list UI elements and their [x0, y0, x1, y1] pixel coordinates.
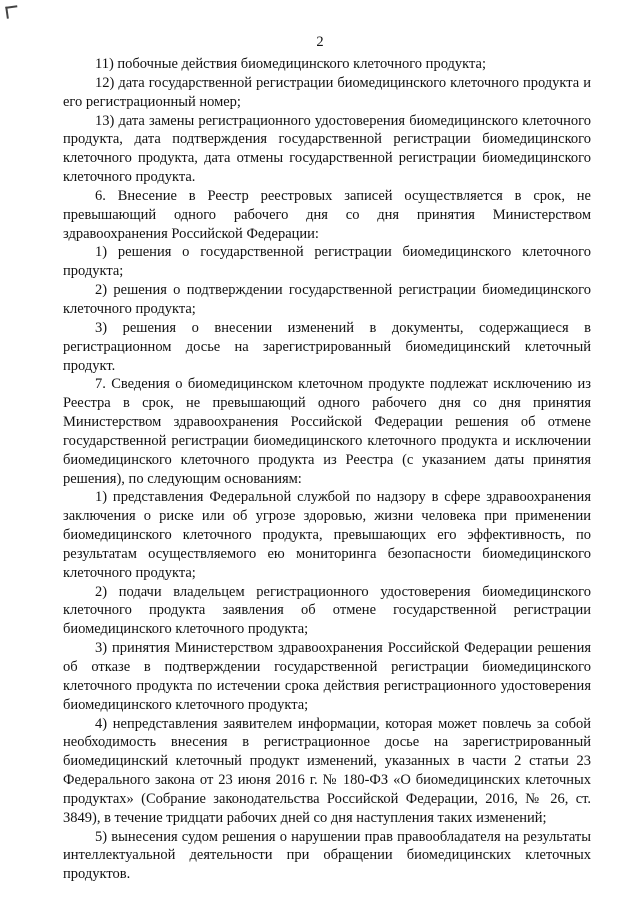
section-7-item-3: 3) принятия Министерством здравоохранения Российской Федерации решения об отказе в подтверждении государственной регистрации биомедицинского клеточного продукта по истечении срока действия регистрационного удостоверения биомедицинского клеточного продукта; [63, 640, 591, 713]
section-7-item-2: 2) подачи владельцем регистрационного удостоверения биомедицинского клеточного продукта заявления об отмене государственной регистрации биомедицинского клеточного продукта; [63, 583, 591, 638]
document-body [63, 55, 591, 884]
section-7-item-5: 5) вынесения судом решения о нарушении прав правообладателя на результаты интеллектуальной деятельности при обращении биомедицинских клеточных продуктов. [63, 828, 591, 883]
list-item-13-certificate-replacement: 13) дата замены регистрационного удостоверения биомедицинского клеточного продукта, дата подтверждения государственной регистрации биомедицинского клеточного продукта, дата отмены государственной регистрации биомедицинского клеточного продукта. [63, 112, 591, 186]
scan-corner-mark [5, 5, 19, 19]
section-7-item-1: 1) представления Федеральной службой по надзору в сфере здравоохранения заключения о риске или об угрозе здоровью, жизни человека при применении биомедицинского клеточного продукта, превышающих его эффективность, по результатам осуществляемого ею мониторинга безопасности биомедицинского клеточного продукта; [63, 489, 591, 581]
page-number: 2 [316, 34, 324, 50]
section-6-item-3: 3) решения о внесении изменений в документы, содержащиеся в регистрационном досье на зарегистрированный биомедицинский клеточный продукт. [63, 319, 591, 374]
list-item-12-registration-date: 12) дата государственной регистрации биомедицинского клеточного продукта и его регистрационный номер; [63, 74, 591, 110]
section-6-register-entries: 6. Внесение в Реестр реестровых записей осуществляется в срок, не превышающий одного рабочего дня со дня принятия Министерством здравоохранения Российской Федерации: [63, 187, 591, 242]
section-7-item-4: 4) непредставления заявителем информации, которая может повлечь за собой необходимость внесения в регистрационное досье на зарегистрированный биомедицинский клеточный продукт изменений, указанных в части 2 статьи 23 Федерального закона от 23 июня 2016 г. № 180-ФЗ «О биомедицинских клеточных продуктах» (Собрание законодательства Российской Федерации, 2016, № 26, ст. 3849), в течение тридцати рабочих дней со дня наступления таких изменений; [63, 715, 591, 826]
section-6-item-1: 1) решения о государственной регистрации биомедицинского клеточного продукта; [63, 244, 591, 280]
section-7-exclusion: 7. Сведения о биомедицинском клеточном продукте подлежат исключению из Реестра в срок, не превышающий одного рабочего дня со дня принятия Министерством здравоохранения Российской Федерации решения об отмене государственной регистрации биомедицинского клеточного продукта и исключении биомедицинского клеточного продукта из Реестра (с указанием даты принятия решения), по следующим основаниям: [63, 376, 591, 487]
section-6-item-2: 2) решения о подтверждении государственной регистрации биомедицинского клеточного продукта; [63, 282, 591, 317]
list-item-11-side-effects: 11) побочные действия биомедицинского клеточного продукта; [95, 56, 486, 72]
